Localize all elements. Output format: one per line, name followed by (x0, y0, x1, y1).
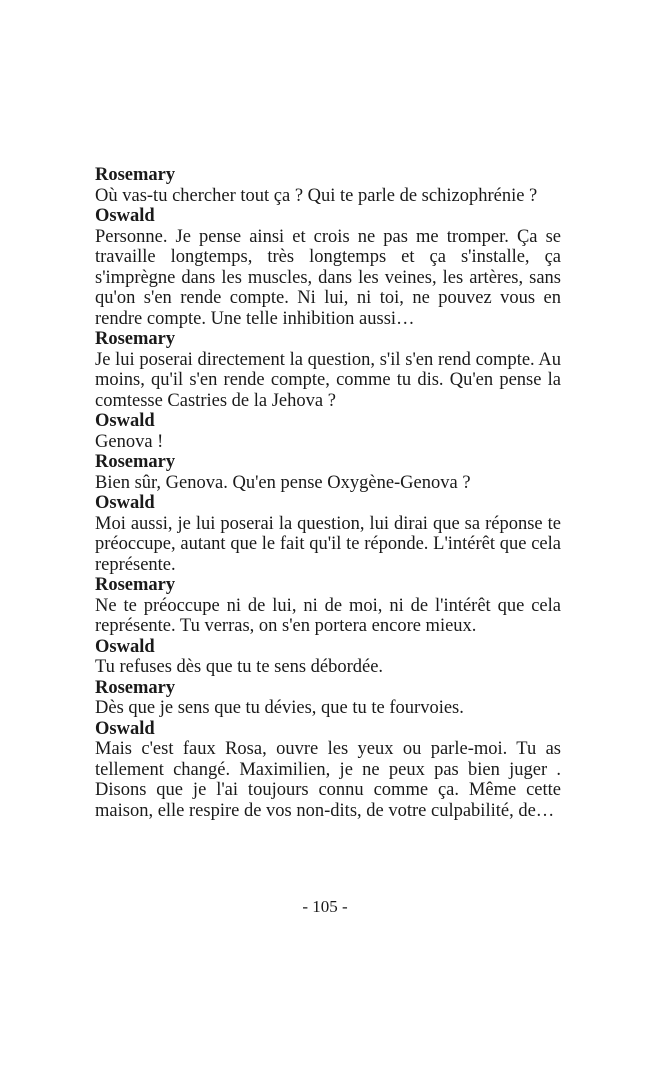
dialogue-line: Ne te préoccupe ni de lui, ni de moi, ni de l'intérêt que cela représente. Tu verras, on s'en portera encore mieux. (95, 595, 561, 636)
speaker-name: Oswald (95, 636, 155, 657)
dialogue-line: Moi aussi, je lui poserai la question, lui dirai que sa réponse te préoccupe, autant que le fait qu'il te réponde. L'intérêt que cela représente. (95, 513, 561, 575)
speaker-name: Rosemary (95, 677, 176, 698)
speaker-name: Rosemary (95, 575, 176, 595)
speaker-name: Oswald (95, 718, 155, 739)
speaker-name: Oswald (95, 206, 155, 226)
page-body (95, 165, 561, 821)
speaker-name: Oswald (95, 411, 155, 431)
dialogue-line: Bien sûr, Genova. Qu'en pense Oxygène-Genova ? (95, 472, 471, 493)
speaker-name: Oswald (95, 493, 155, 513)
dialogue-line: Genova ! (95, 431, 164, 452)
dialogue-line: Où vas-tu chercher tout ça ? Qui te parle de schizophrénie ? (95, 185, 538, 206)
dialogue-line: Dès que je sens que tu dévies, que tu te fourvoies. (95, 698, 464, 718)
dialogue-line: Mais c'est faux Rosa, ouvre les yeux ou parle-moi. Tu as tellement changé. Maximilien, je ne peux pas bien juger . Disons que je l'ai toujours connu comme ça. Même cette maison, elle respire de vos non-dits, de votre culpabilité, de… (95, 739, 561, 821)
dialogue-line: Je lui poserai directement la question, s'il s'en rend compte. Au moins, qu'il s'en rende compte, comme tu dis. Qu'en pense la comtesse Castries de la Jehova ? (95, 349, 561, 411)
dialogue-line: Personne. Je pense ainsi et crois ne pas me tromper. Ça se travaille longtemps, très longtemps et ça s'installe, ça s'imprègne dans les muscles, dans les veines, les artères, sans qu'on s'en rende compte. Ni lui, ni toi, ne pouvez vous en rendre compte. Une telle inhibition aussi… (95, 226, 561, 329)
speaker-name: Rosemary (95, 452, 176, 472)
speaker-name: Rosemary (95, 329, 176, 349)
dialogue-line: Tu refuses dès que tu te sens débordée. (95, 657, 384, 677)
page-number: - 105 - (302, 897, 348, 916)
speaker-name: Rosemary (95, 165, 176, 185)
